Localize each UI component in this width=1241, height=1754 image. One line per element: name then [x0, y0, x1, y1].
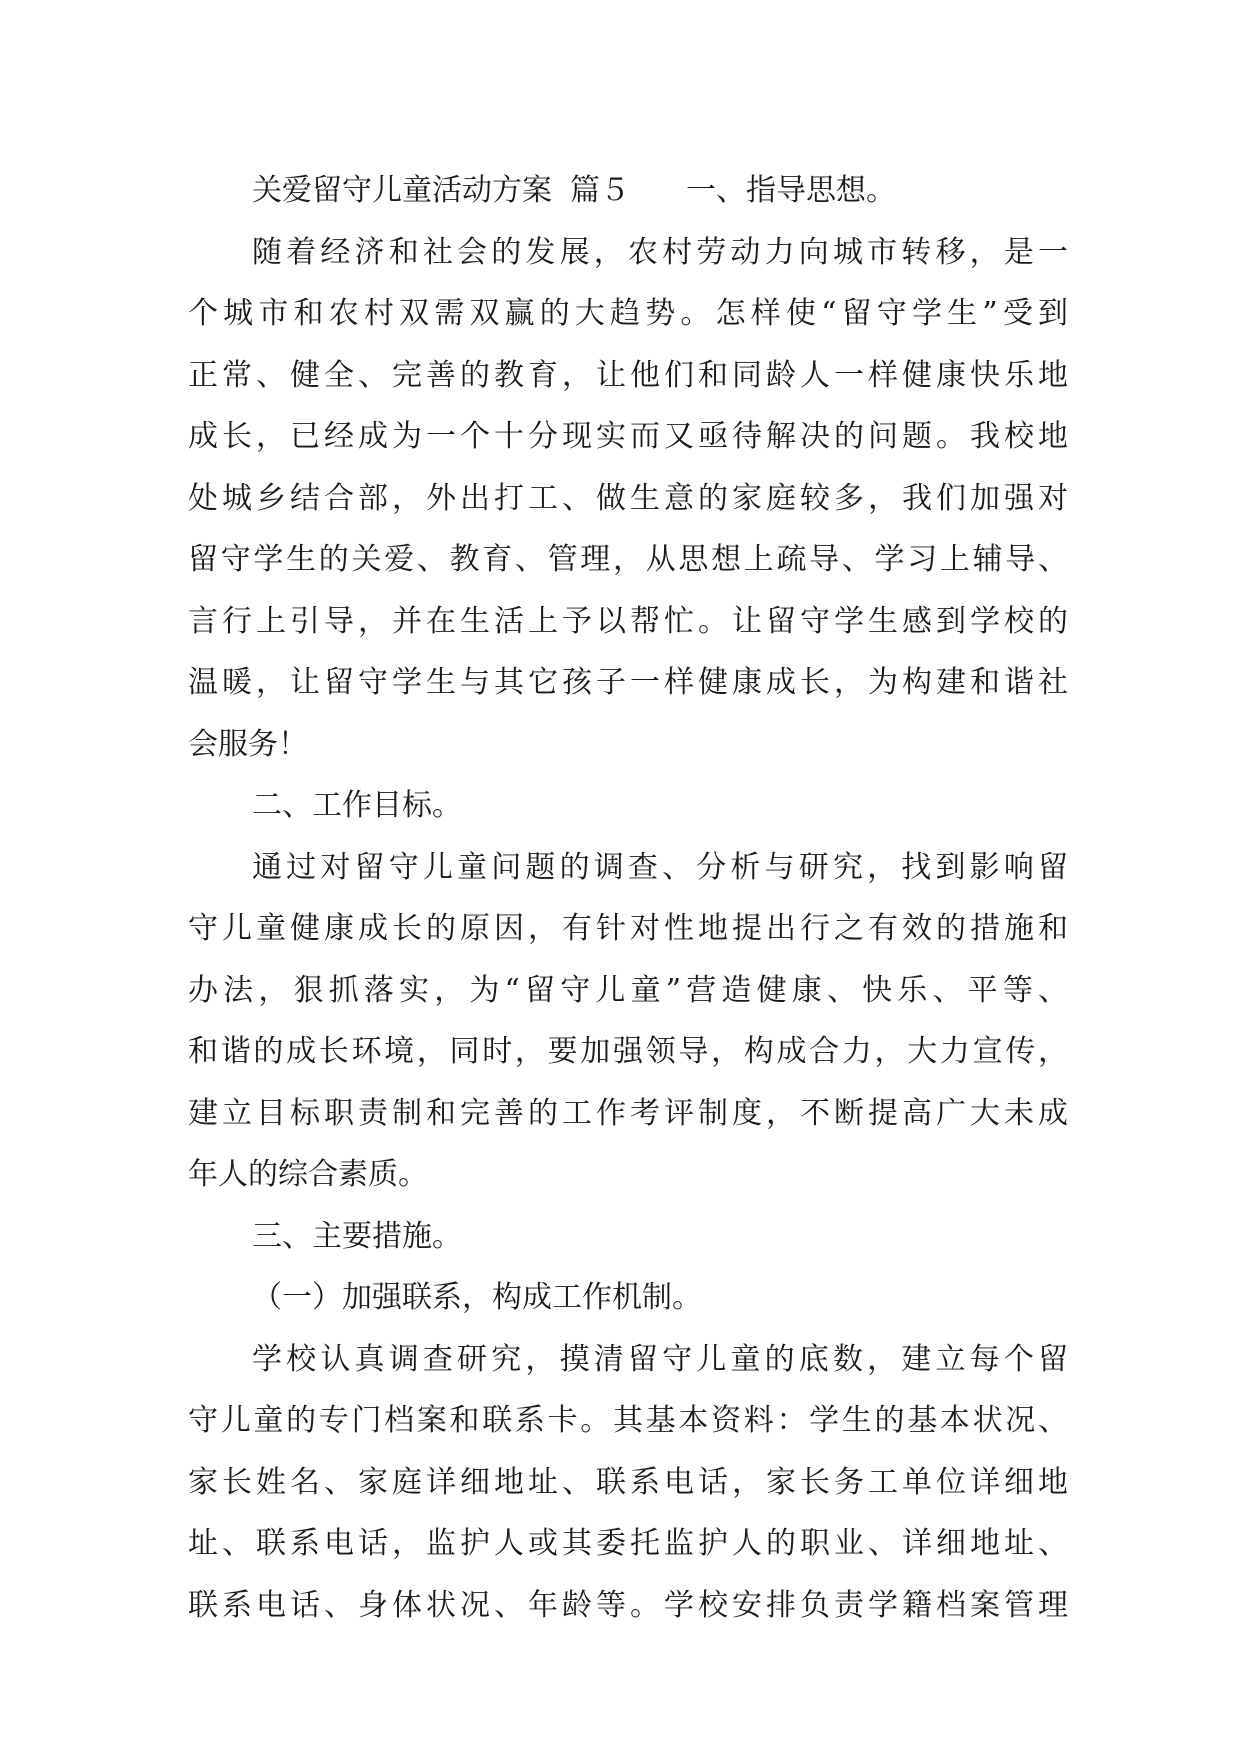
title-line: [188, 160, 1068, 222]
text-line: 二、工作目标。: [252, 788, 462, 823]
text-line: 言行上引导，并在生活上予以帮忙。让留守学生感到学校的: [188, 603, 1068, 639]
text-line: 学校认真调查研究，摸清留守儿童的底数，建立每个留: [252, 1341, 1068, 1377]
text-line: 正常、健全、完善的教育，让他们和同龄人一样健康快乐地: [188, 357, 1068, 393]
text-line: 成长，已经成为一个十分现实而又亟待解决的问题。我校地: [188, 419, 1068, 454]
document-body: [188, 160, 1068, 1636]
text-line: 和谐的成长环境，同时，要加强领导，构成合力，大力宣传，: [188, 1034, 1068, 1069]
document-title: 关爱留守儿童活动方案: [252, 173, 552, 208]
text-line: 联系电话、身体状况、年龄等。学校安排负责学籍档案管理: [188, 1587, 1068, 1623]
chapter-label: 篇５: [570, 173, 630, 208]
text-line: 处城乡结合部，外出打工、做生意的家庭较多，我们加强对: [188, 480, 1068, 516]
section-heading: 一、指导思想。: [686, 173, 896, 208]
text-line: 会服务！: [188, 726, 308, 762]
text-line: 个城市和农村双需双赢的大趋势。怎样使“留守学生”受到: [188, 296, 1068, 331]
text-line: 随着经济和社会的发展，农村劳动力向城市转移，是一: [252, 234, 1068, 270]
text-line: （一）加强联系，构成工作机制。: [252, 1280, 702, 1315]
text-line: 温暖，让留守学生与其它孩子一样健康成长，为构建和谐社: [188, 665, 1068, 700]
text-line: 守儿童的专门档案和联系卡。其基本资料：学生的基本状况、: [188, 1403, 1068, 1438]
text-line: 三、主要措施。: [252, 1218, 462, 1254]
text-line: 建立目标职责制和完善的工作考评制度，不断提高广大未成: [188, 1095, 1068, 1131]
text-line: 通过对留守儿童问题的调查、分析与研究，找到影响留: [252, 849, 1068, 885]
text-line: 家长姓名、家庭详细地址、联系电话，家长务工单位详细地: [188, 1464, 1068, 1500]
text-line: 年人的综合素质。: [188, 1157, 428, 1192]
text-line: 办法，狠抓落实，为“留守儿童”营造健康、快乐、平等、: [188, 972, 1068, 1008]
text-line: 守儿童健康成长的原因，有针对性地提出行之有效的措施和: [188, 911, 1068, 946]
text-line: 址、联系电话，监护人或其委托监护人的职业、详细地址、: [188, 1526, 1068, 1561]
text-line: 留守学生的关爱、教育、管理，从思想上疏导、学习上辅导、: [188, 542, 1068, 577]
